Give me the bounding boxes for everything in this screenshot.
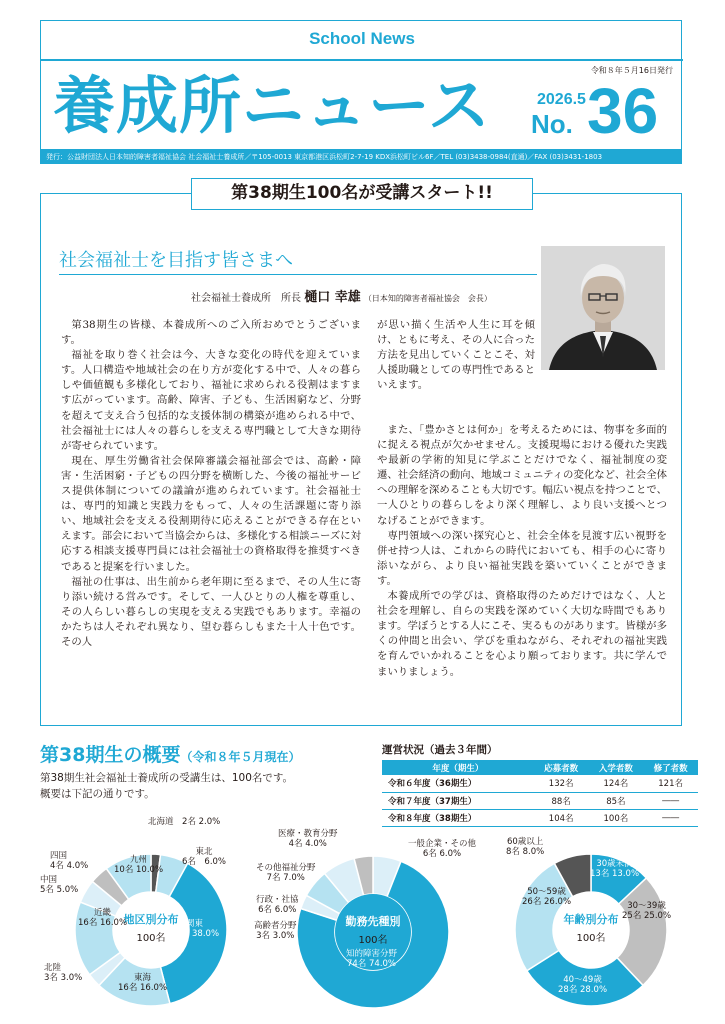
author-line bbox=[191, 286, 492, 305]
slice-label: 中国 5名 5.0% bbox=[40, 875, 79, 895]
chart-total: 100名 bbox=[576, 933, 606, 944]
chart-title: 地区別分布 bbox=[123, 913, 179, 926]
slice-label: 30歳未満 13名 13.0% bbox=[590, 859, 640, 879]
slice-label: 関東 38名 38.0% bbox=[170, 919, 220, 939]
issue-no-label: No. bbox=[531, 109, 573, 139]
feature-article bbox=[40, 183, 682, 726]
slice-label: 行政・社協 6名 6.0% bbox=[256, 895, 299, 915]
slice-label: 北海道 2名 2.0% bbox=[148, 817, 221, 827]
slice-label: 東北 6名 6.0% bbox=[182, 847, 227, 867]
table-cell: 124名 bbox=[589, 775, 644, 792]
issue-number: 36 bbox=[587, 75, 659, 147]
table-cell: ―― bbox=[643, 809, 698, 826]
issue-year: 2026.5 bbox=[537, 91, 586, 108]
workplace-chart bbox=[248, 815, 478, 1020]
article-paragraph: 本養成所での学びは、資格取得のためだけではなく、人と社会を理解し、自らの実践を深めていく大切な時間でもあります。学ぼうとする人にこそ、実るものがあります。皆様が多くの仲間と出会い、学びを重ねながら、それぞれの福祉実践を育んでいかれることを心より願っております。共に学んでまいりましょう。 bbox=[377, 590, 667, 678]
author-affiliation: （日本知的障害者福祉協会 会長） bbox=[363, 294, 492, 303]
age-chart bbox=[492, 815, 702, 1020]
table-header: 応募者数 bbox=[534, 760, 589, 775]
feature-subtitle: 社会福祉士を目指す皆さまへ bbox=[59, 250, 293, 271]
chart-title: 勤務先種別 bbox=[345, 915, 401, 928]
article-paragraph: 専門領域への深い探究心と、社会全体を見渡す広い視野を併せ持つ人は、これからの時代においても、相手の心に寄り添いながら、より良い福祉実践を築いていくことができます。 bbox=[377, 529, 667, 587]
chart-title: 年齢別分布 bbox=[563, 913, 619, 926]
feature-headline: 第38期生100名が受講スタート!! bbox=[191, 178, 533, 210]
author-portrait bbox=[541, 246, 665, 370]
table-cell: ―― bbox=[643, 792, 698, 809]
overview-text: 第38期生社会福祉士養成所の受講生は、100名です。 概要は下記の通りです。 bbox=[40, 772, 294, 800]
table-cell: 100名 bbox=[589, 809, 644, 826]
slice-label: その他福祉分野 7名 7.0% bbox=[256, 863, 316, 883]
slice-label: 近畿 16名 16.0% bbox=[78, 908, 128, 928]
overview-title-note: （令和８年５月現在） bbox=[180, 750, 301, 764]
school-news-label: School News bbox=[309, 29, 415, 48]
publisher-bar: 発行：公益財団法人日本知的障害者福祉協会 社会福祉士養成所／〒105-0013 東京都港区浜松町2-7-19 KDX浜松町ビル6F／TEL (03)3438-0984(直通)／FAX (03)3431-1803 bbox=[40, 150, 682, 164]
slice-label: 北陸 3名 3.0% bbox=[44, 963, 83, 983]
table-cell: 令和８年度（38期生） bbox=[382, 809, 534, 826]
slice-label: 50～59歳 26名 26.0% bbox=[522, 887, 572, 907]
article-paragraph: また、「豊かさとは何か」を考えるためには、物事を多面的に捉える視点が欠かせません。支援現場における優れた実践や最新の学術的知見に学ぶことだけでなく、福祉制度の変遷、社会経済の動向、地域コミュニティの変化など、社会全体への理解を深めることも大切です。幅広い視点を持つことで、一人ひとりの暮らしをより深く理解し、より良い支援へとつなげることができます。 bbox=[377, 424, 667, 527]
slice-label: 東海 16名 16.0% bbox=[118, 973, 168, 993]
slice-label: 60歳以上 8名 8.0% bbox=[506, 837, 545, 857]
table-cell: 88名 bbox=[534, 792, 589, 809]
table-cell: 104名 bbox=[534, 809, 589, 826]
donut-slices bbox=[297, 856, 449, 1008]
table-header-row bbox=[382, 760, 698, 775]
slice-label: 医療・教育分野 4名 4.0% bbox=[278, 829, 338, 849]
slice-label: 30～39歳 25名 25.0% bbox=[622, 901, 672, 921]
author-role: 社会福祉士養成所 所長 bbox=[191, 293, 301, 304]
chart-total: 100名 bbox=[358, 935, 388, 946]
table-cell: 121名 bbox=[643, 775, 698, 792]
table-cell: 85名 bbox=[589, 792, 644, 809]
table-cell: 令和６年度（36期生） bbox=[382, 775, 534, 792]
portrait-photo-icon bbox=[541, 246, 665, 370]
subtitle-divider bbox=[59, 274, 537, 275]
article-right-column-top: が思い描く生活や人生に耳を傾け、ともに考え、その人に合った方法を見出していくことこそ、対人援助職としての専門性であるといえます。 bbox=[377, 319, 535, 392]
operations-title: 運営状況（過去３年間） bbox=[382, 744, 498, 756]
article-left-column bbox=[61, 318, 361, 650]
slice-label: 四国 4名 4.0% bbox=[50, 851, 89, 871]
table-row bbox=[382, 775, 698, 792]
slice-label: 九州 10名 10.0% bbox=[114, 855, 164, 875]
article-paragraph: 第38期生の皆様、本養成所へのご入所おめでとうございます。 bbox=[61, 319, 361, 347]
slice-label: 40～49歳 28名 28.0% bbox=[558, 975, 608, 995]
article-paragraph: 現在、厚生労働省社会保障審議会福祉部会では、高齢・障害・生活困窮・子どもの四分野を横断した、今後の福祉サービス提供体制についての議論が進められています。社会福祉士は、専門的知識と実践力をもって、人々の生活課題に寄り添い、地域社会を支える役割期待に応えることができる存在といえます。部会において当協会からは、多様化する相談ニーズに対応する相談支援専門員には社会福祉士の資格取得を推奨すべきであると提案を行いました。 bbox=[61, 454, 361, 573]
masthead-divider bbox=[41, 59, 683, 61]
region-chart bbox=[36, 815, 236, 1020]
article-paragraph: 福祉を取り巻く社会は今、大きな変化の時代を迎えています。人口構造や地域社会の在り方が変化する中で、人々の暮らしや価値観も多様化しており、福祉に求められる役割はますます広がっています。高齢、障害、子ども、生活困窮など、分野を超えて支え合う包括的な支援体制の構築が進められる中で、社会福祉士には人々の暮らしを支える専門職として大きな期待が寄せられています。 bbox=[61, 349, 361, 452]
chart-total: 100名 bbox=[136, 933, 166, 944]
masthead bbox=[40, 20, 682, 150]
table-header: 入学者数 bbox=[589, 760, 644, 775]
article-paragraph: 福祉の仕事は、出生前から老年期に至るまで、その人生に寄り添い続ける営みです。そして、一人ひとりの人権を尊重し、その人らしい暮らしの実現を支える実践でもあります。幸福のかたちは人それぞれ異なり、望む暮らしもまた十人十色です。その人 bbox=[61, 575, 361, 648]
table-cell: 132名 bbox=[534, 775, 589, 792]
slice-label: 一般企業・その他 6名 6.0% bbox=[408, 839, 477, 859]
table-row bbox=[382, 792, 698, 809]
newsletter-title: 養成所ニュース bbox=[53, 69, 491, 142]
article-right-column bbox=[377, 423, 667, 680]
table-cell: 令和７年度（37期生） bbox=[382, 792, 534, 809]
slice-label: 知的障害分野 74名 74.0% bbox=[346, 949, 398, 969]
table-header: 年度（期生） bbox=[382, 760, 534, 775]
table-header: 修了者数 bbox=[643, 760, 698, 775]
author-name: 樋口 幸雄 bbox=[304, 290, 361, 305]
overview-title: 第38期生の概要（令和８年５月現在） bbox=[40, 744, 301, 766]
slice-label: 高齢者分野 3名 3.0% bbox=[254, 921, 297, 941]
issue-date: 令和８年５月16日発行 bbox=[590, 66, 673, 75]
